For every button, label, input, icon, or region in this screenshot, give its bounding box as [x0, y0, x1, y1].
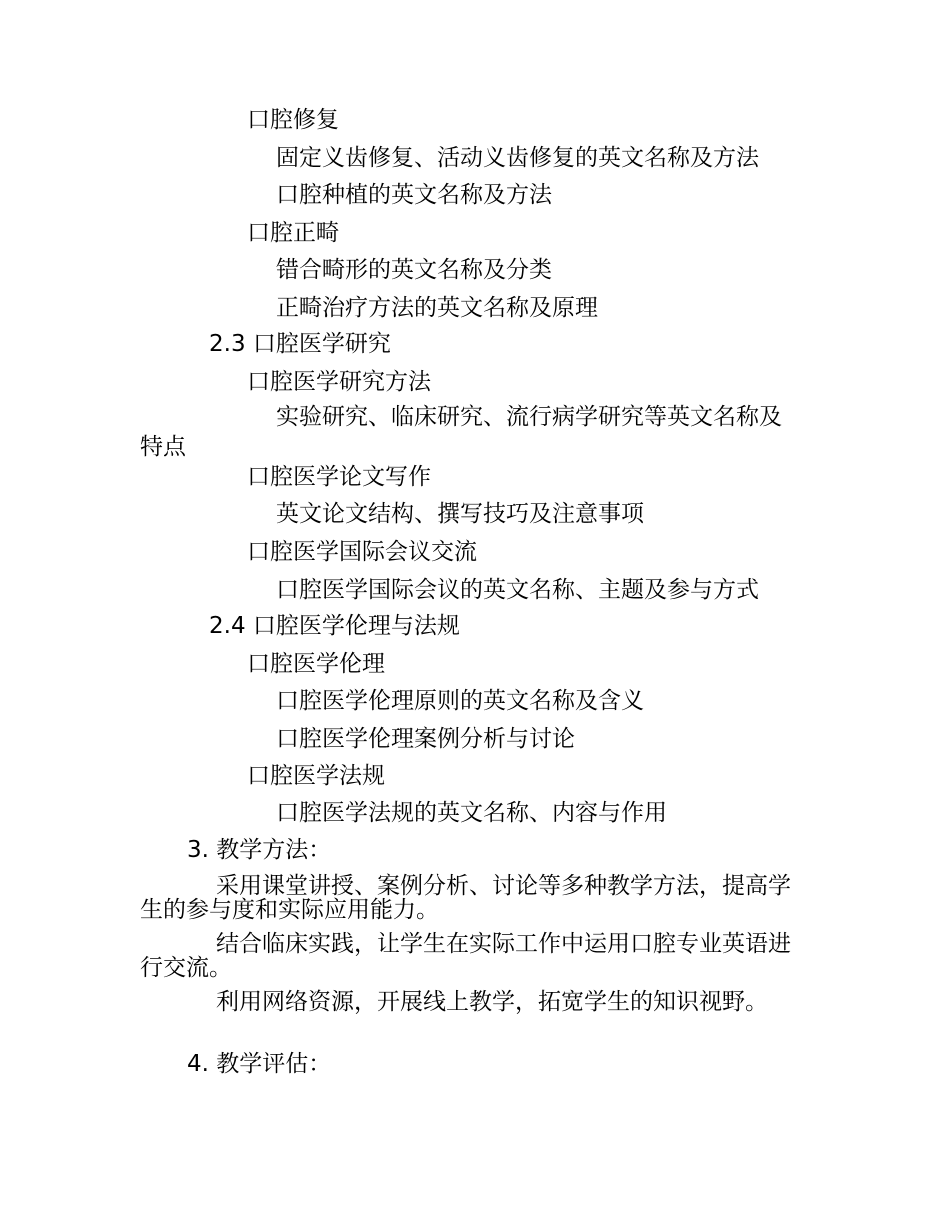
- subheading-oral-prosthodontics: 口腔修复: [247, 107, 339, 133]
- section-heading-4: 4. 教学评估：: [187, 1051, 332, 1077]
- subheading-regulations: 口腔医学法规: [247, 763, 385, 789]
- list-item: 口腔医学伦理案例分析与讨论: [276, 726, 575, 752]
- list-item: 口腔种植的英文名称及方法: [276, 182, 552, 208]
- paragraph: 利用网络资源，开展线上教学，拓宽学生的知识视野。: [216, 989, 768, 1015]
- list-item: 固定义齿修复、活动义齿修复的英文名称及方法: [276, 145, 759, 171]
- section-heading-2-3: 2.3 口腔医学研究: [209, 331, 391, 357]
- list-item: 英文论文结构、撰写技巧及注意事项: [276, 501, 644, 527]
- list-item: 口腔医学伦理原则的英文名称及含义: [276, 688, 644, 714]
- list-item-wrapped: 实验研究、临床研究、流行病学研究等英文名称及特点: [140, 404, 782, 460]
- subheading-research-methods: 口腔医学研究方法: [247, 369, 431, 395]
- list-item: 正畸治疗方法的英文名称及原理: [276, 295, 598, 321]
- list-item: 口腔医学国际会议的英文名称、主题及参与方式: [276, 577, 759, 603]
- subheading-paper-writing: 口腔医学论文写作: [247, 464, 431, 490]
- list-item: 口腔医学法规的英文名称、内容与作用: [276, 800, 667, 826]
- subheading-international-conference: 口腔医学国际会议交流: [247, 539, 477, 565]
- section-heading-2-4: 2.4 口腔医学伦理与法规: [209, 613, 460, 639]
- subheading-ethics: 口腔医学伦理: [247, 651, 385, 677]
- subheading-orthodontics: 口腔正畸: [247, 220, 339, 246]
- list-item: 错合畸形的英文名称及分类: [276, 257, 552, 283]
- paragraph: 结合临床实践，让学生在实际工作中运用口腔专业英语进行交流。: [140, 931, 791, 981]
- section-heading-3: 3. 教学方法：: [187, 837, 332, 863]
- paragraph: 采用课堂讲授、案例分析、讨论等多种教学方法，提高学生的参与度和实际应用能力。: [140, 873, 791, 923]
